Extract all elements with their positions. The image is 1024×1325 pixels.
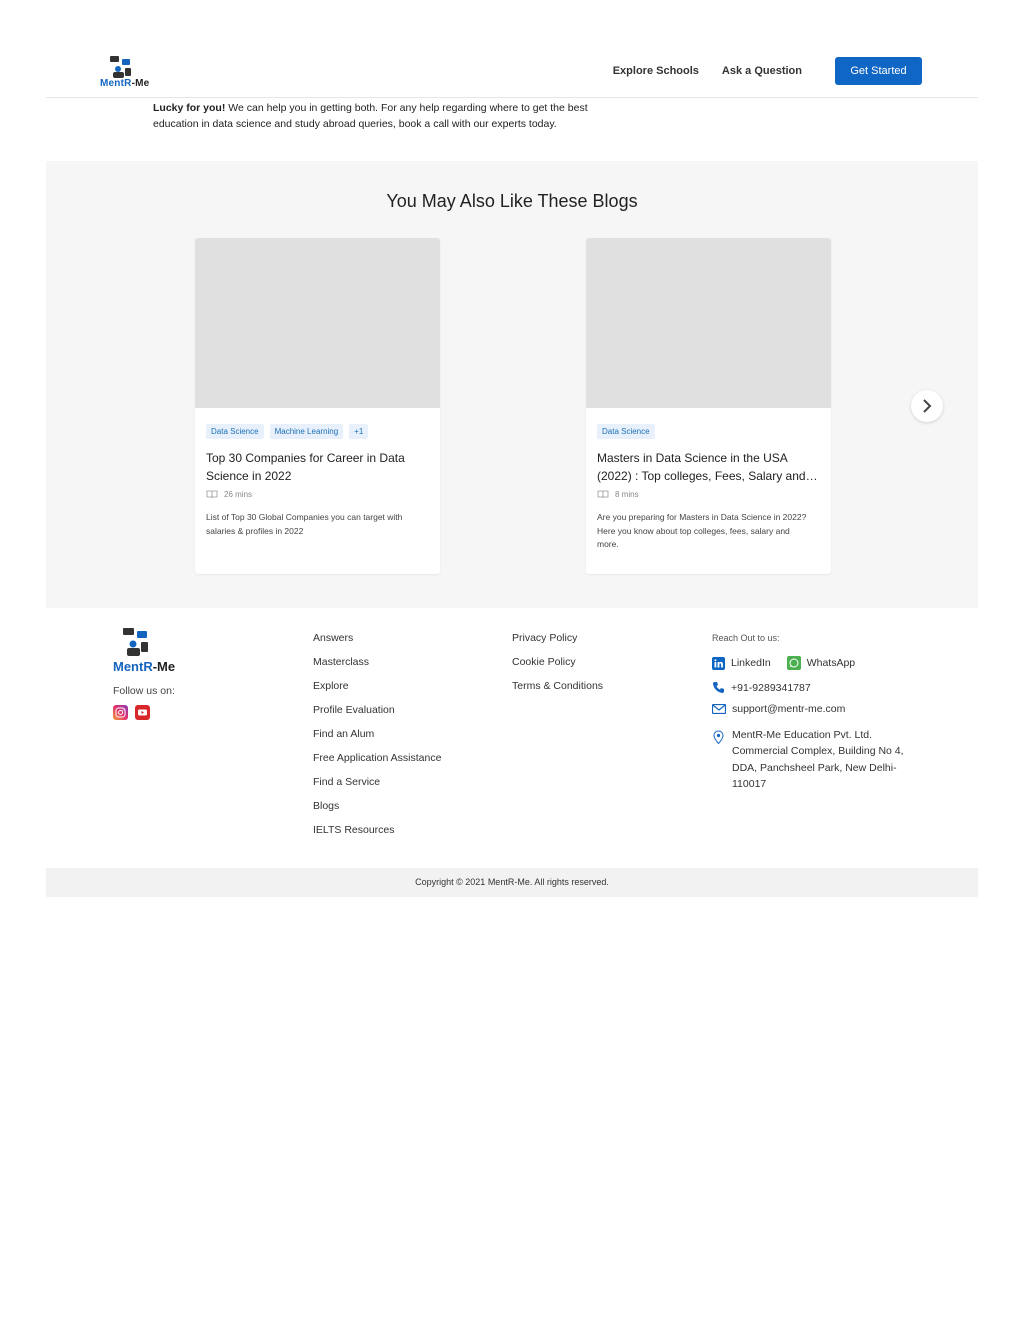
phone-icon (712, 681, 725, 694)
logo-text-mentr: MentR (113, 659, 153, 674)
footer-link-free-application[interactable]: Free Application Assistance (313, 752, 442, 764)
blog-tag-more[interactable]: +1 (349, 424, 368, 439)
footer-link-profile-evaluation[interactable]: Profile Evaluation (313, 704, 395, 716)
carousel-next-button[interactable] (911, 390, 943, 422)
top-nav (613, 57, 922, 85)
book-icon (206, 490, 218, 499)
book-icon (597, 490, 609, 499)
footer-links-legal (512, 632, 603, 704)
nav-ask-question[interactable]: Ask a Question (721, 65, 802, 77)
social-links (113, 705, 157, 720)
blog-card-title[interactable]: Top 30 Companies for Career in Data Science in 2022 (206, 451, 405, 483)
footer-link-explore[interactable]: Explore (313, 680, 349, 692)
youtube-icon[interactable] (135, 705, 150, 720)
linkedin-icon[interactable] (712, 657, 725, 670)
footer-links-main (313, 632, 441, 848)
site-logo[interactable] (100, 56, 160, 90)
footer-link-masterclass[interactable]: Masterclass (313, 656, 370, 668)
whatsapp-icon[interactable] (787, 656, 801, 670)
footer-link-terms[interactable]: Terms & Conditions (512, 680, 604, 692)
blog-card[interactable] (586, 238, 831, 574)
blog-tag[interactable]: Machine Learning (270, 424, 344, 439)
blog-tag[interactable]: Data Science (597, 424, 655, 439)
blog-read-time (206, 490, 252, 499)
intro-bold: Lucky for you! (153, 102, 226, 114)
footer-link-blogs[interactable]: Blogs (313, 800, 340, 812)
footer-link-privacy[interactable]: Privacy Policy (512, 632, 578, 644)
instagram-icon[interactable] (113, 705, 128, 720)
nav-explore-schools[interactable]: Explore Schools (612, 65, 699, 77)
logo-people-icon (121, 628, 151, 658)
footer-link-find-alum[interactable]: Find an Alum (313, 728, 375, 740)
social-contacts (712, 656, 855, 670)
logo-people-icon (108, 56, 138, 80)
mail-icon (712, 704, 726, 714)
linkedin-link[interactable]: LinkedIn (731, 657, 771, 669)
location-pin-icon (712, 730, 725, 750)
footer-link-cookie[interactable]: Cookie Policy (512, 656, 576, 668)
blog-card-image[interactable] (586, 238, 831, 408)
blog-read-time (597, 490, 639, 499)
phone-number[interactable]: +91-9289341787 (731, 681, 811, 694)
intro-body: We can help you in getting both. For any help regarding where to get the best education in data science and study abroad queries, book a call with our experts today. (153, 102, 588, 130)
blog-card-description: Are you preparing for Masters in Data Science in 2022? Here you know about top colleges, fees, salary and more. (597, 512, 807, 549)
blog-card-image[interactable] (195, 238, 440, 408)
read-time-label: 8 mins (615, 490, 639, 499)
phone-contact (712, 681, 811, 694)
whatsapp-link[interactable]: WhatsApp (806, 657, 856, 669)
logo-text-me: -Me (131, 78, 150, 89)
office-address: MentR-Me Education Pvt. Ltd. Commercial Complex, Building No 4, DDA, Panchsheel Park, New Delhi-110017 (732, 729, 904, 790)
logo-text-mentr: MentR (100, 78, 132, 89)
follow-us-label: Follow us on: (113, 685, 175, 697)
blog-card-title[interactable]: Masters in Data Science in the USA (2022) : Top colleges, Fees, Salary and… (597, 451, 818, 483)
site-header (46, 40, 978, 98)
related-blogs-section (46, 161, 978, 608)
blog-tag[interactable]: Data Science (206, 424, 264, 439)
blog-card-description: List of Top 30 Global Companies you can target with salaries & profiles in 2022 (206, 512, 403, 536)
read-time-label: 26 mins (224, 490, 253, 499)
logo-text-me: -Me (152, 659, 176, 674)
reach-out-label: Reach Out to us: (712, 633, 780, 643)
email-address[interactable]: support@mentr-me.com (732, 703, 846, 715)
footer-logo[interactable] (113, 628, 183, 674)
blog-card-tags (597, 424, 661, 439)
get-started-button[interactable]: Get Started (835, 57, 922, 85)
footer-link-find-service[interactable]: Find a Service (313, 776, 381, 788)
chevron-right-icon (922, 399, 932, 413)
footer-link-answers[interactable]: Answers (313, 632, 354, 644)
blog-card[interactable] (195, 238, 440, 574)
footer-link-ielts[interactable]: IELTS Resources (313, 824, 395, 836)
copyright-bar: Copyright © 2021 MentR-Me. All rights reserved. (46, 868, 978, 897)
intro-text (153, 100, 623, 132)
footer-logo-text (113, 659, 175, 674)
email-contact (712, 703, 845, 715)
blogs-section-title: You May Also Like These Blogs (386, 191, 638, 211)
blog-card-tags (206, 424, 374, 439)
